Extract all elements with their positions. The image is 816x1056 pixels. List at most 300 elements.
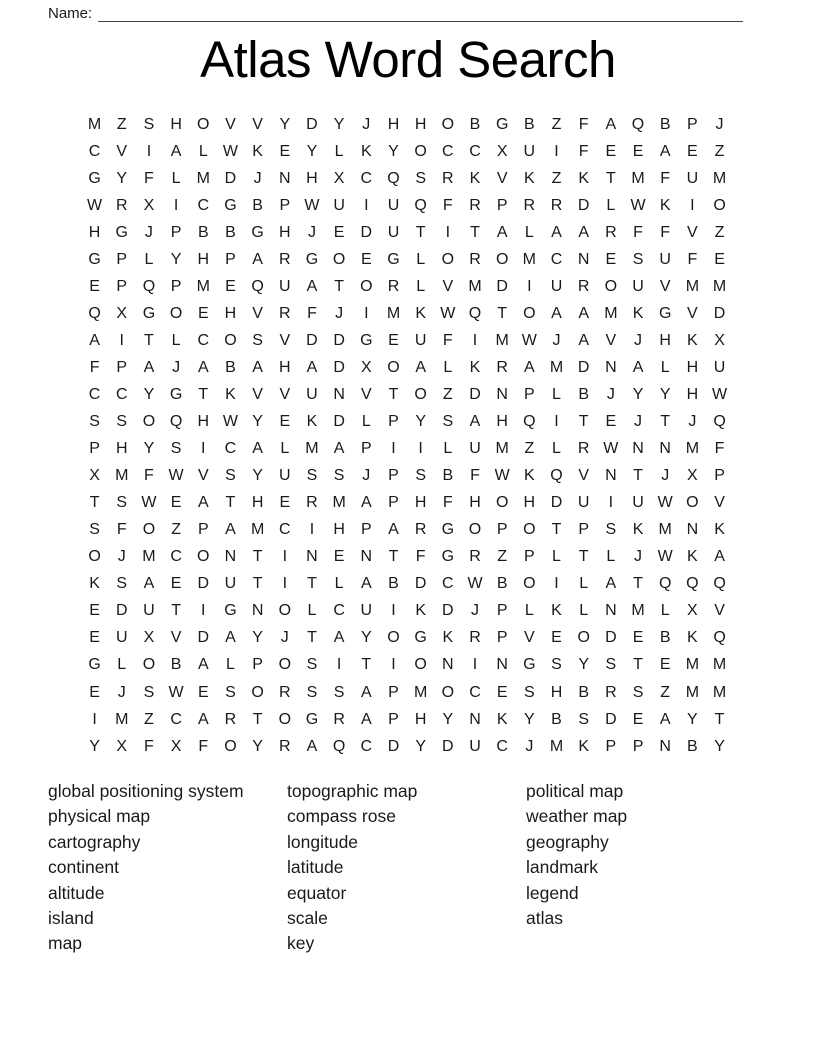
grid-letter: J xyxy=(715,115,724,133)
grid-letter: G xyxy=(414,629,427,647)
grid-letter: L xyxy=(660,358,670,376)
grid-letter: Q xyxy=(169,413,183,431)
grid-letter: V xyxy=(578,467,590,485)
grid-letter: R xyxy=(279,304,291,322)
grid-letter: E xyxy=(687,142,698,160)
grid-letter: Q xyxy=(686,575,699,593)
grid-letter: D xyxy=(360,223,373,241)
grid-letter: J xyxy=(172,358,181,376)
grid-letter: T xyxy=(578,413,589,431)
grid-letter: O xyxy=(686,494,699,512)
grid-letter: E xyxy=(89,602,100,620)
grid-letter: A xyxy=(714,548,725,566)
grid-letter: M xyxy=(115,467,129,485)
grid-letter: W xyxy=(494,467,510,485)
grid-letter: X xyxy=(687,602,698,620)
word-list-item: cartography xyxy=(48,831,141,852)
grid-letter: U xyxy=(333,196,345,214)
grid-letter: S xyxy=(89,413,100,431)
grid-letter: K xyxy=(551,602,562,620)
grid-letter: J xyxy=(117,548,126,566)
grid-letter: I xyxy=(554,413,559,431)
grid-letter: A xyxy=(360,683,372,701)
grid-letter: E xyxy=(197,683,209,701)
word-search-grid xyxy=(81,111,733,760)
grid-letter: L xyxy=(416,277,426,295)
grid-letter: L xyxy=(606,548,616,566)
grid-letter: V xyxy=(714,602,725,620)
grid-letter: T xyxy=(415,223,426,241)
grid-letter: W xyxy=(521,331,537,349)
grid-letter: P xyxy=(116,250,128,268)
grid-letter: R xyxy=(577,277,590,295)
grid-letter: G xyxy=(115,223,128,241)
grid-letter: A xyxy=(225,521,236,539)
grid-letter: K xyxy=(415,304,426,322)
grid-letter: Q xyxy=(142,277,156,295)
grid-letter: L xyxy=(198,142,208,160)
grid-letter: H xyxy=(170,115,182,133)
grid-letter: O xyxy=(88,548,101,566)
grid-letter: O xyxy=(142,521,156,539)
grid-letter: O xyxy=(414,142,427,160)
grid-letter: W xyxy=(657,548,673,566)
grid-letter: E xyxy=(632,629,644,647)
grid-letter: Z xyxy=(714,223,725,241)
grid-letter: Z xyxy=(714,142,725,160)
grid-letter: O xyxy=(441,683,455,701)
grid-letter: H xyxy=(224,304,237,322)
grid-letter: E xyxy=(333,548,345,566)
grid-letter: G xyxy=(88,250,101,268)
grid-letter: E xyxy=(605,413,617,431)
grid-letter: U xyxy=(469,737,481,755)
grid-letter: L xyxy=(416,250,426,268)
grid-letter: I xyxy=(690,196,695,214)
grid-letter: W xyxy=(657,494,673,512)
grid-letter: U xyxy=(360,602,373,620)
grid-letter: T xyxy=(144,331,154,349)
grid-letter: E xyxy=(632,142,644,160)
grid-letter: D xyxy=(713,304,726,322)
grid-letter: I xyxy=(173,196,179,214)
grid-letter: X xyxy=(360,358,372,376)
word-list-item: latitude xyxy=(287,857,344,878)
grid-letter: J xyxy=(307,223,316,241)
grid-letter: K xyxy=(306,413,318,431)
grid-letter: J xyxy=(688,413,697,431)
grid-letter: L xyxy=(171,331,181,349)
grid-letter: A xyxy=(605,115,617,133)
grid-letter: C xyxy=(279,521,291,539)
grid-letter: H xyxy=(496,413,508,431)
grid-letter: T xyxy=(660,413,671,431)
grid-letter: C xyxy=(469,142,481,160)
grid-letter: L xyxy=(552,548,561,566)
grid-letter: D xyxy=(442,737,454,755)
grid-letter: F xyxy=(660,223,671,241)
grid-letter: J xyxy=(335,304,344,322)
grid-letter: O xyxy=(495,250,509,268)
grid-letter: O xyxy=(713,196,726,214)
word-list-item: map xyxy=(48,933,83,954)
grid-letter: H xyxy=(306,169,318,187)
grid-letter: E xyxy=(89,277,100,295)
grid-letter: R xyxy=(115,196,128,214)
grid-letter: M xyxy=(305,440,319,458)
grid-letter: T xyxy=(633,656,643,674)
grid-letter: N xyxy=(605,467,617,485)
grid-letter: C xyxy=(88,142,101,160)
grid-letter: J xyxy=(634,413,643,431)
grid-letter: V xyxy=(116,142,128,160)
grid-letter: W xyxy=(222,142,238,160)
grid-letter: P xyxy=(496,602,508,620)
grid-letter: M xyxy=(604,304,618,322)
grid-letter: E xyxy=(605,250,617,268)
grid-letter: D xyxy=(306,115,318,133)
grid-letter: Q xyxy=(523,413,536,431)
grid-letter: A xyxy=(469,413,481,431)
grid-letter: A xyxy=(578,223,590,241)
grid-letter: P xyxy=(89,440,100,458)
grid-letter: S xyxy=(632,683,644,701)
grid-letter: T xyxy=(633,575,643,593)
grid-letter: M xyxy=(250,521,265,539)
grid-letter: W xyxy=(141,494,157,512)
grid-letter: U xyxy=(659,250,671,268)
grid-letter: M xyxy=(549,358,564,376)
grid-letter: V xyxy=(714,494,725,512)
grid-letter: V xyxy=(360,385,372,403)
grid-letter: E xyxy=(360,250,372,268)
grid-letter: C xyxy=(496,737,508,755)
grid-letter: E xyxy=(496,683,508,701)
grid-letter: A xyxy=(89,331,100,349)
word-list-column xyxy=(48,779,244,957)
grid-letter: L xyxy=(660,602,670,620)
grid-letter: K xyxy=(89,575,100,593)
grid-letter: G xyxy=(224,196,237,214)
grid-letter: E xyxy=(170,494,182,512)
grid-letter: O xyxy=(278,710,292,728)
grid-letter: N xyxy=(224,548,237,566)
grid-letter: A xyxy=(197,710,209,728)
grid-letter: D xyxy=(577,358,590,376)
grid-letter: A xyxy=(252,358,263,376)
grid-letter: J xyxy=(362,115,371,133)
grid-letter: M xyxy=(712,277,727,295)
grid-letter: E xyxy=(551,629,562,647)
grid-letter: E xyxy=(279,494,291,512)
grid-letter: P xyxy=(388,467,399,485)
grid-letter: T xyxy=(551,521,562,539)
grid-letter: I xyxy=(391,656,396,674)
grid-letter: O xyxy=(224,737,237,755)
grid-letter: E xyxy=(89,683,100,701)
grid-letter: V xyxy=(279,385,291,403)
grid-letter: Y xyxy=(714,737,725,755)
grid-letter: U xyxy=(713,358,726,376)
grid-letter: W xyxy=(87,196,103,214)
grid-letter: S xyxy=(143,683,155,701)
grid-letter: S xyxy=(306,656,318,674)
grid-letter: F xyxy=(442,196,453,214)
grid-letter: Q xyxy=(468,304,482,322)
name-row xyxy=(48,2,743,22)
grid-letter: A xyxy=(197,358,209,376)
grid-letter: B xyxy=(197,223,209,241)
grid-letter: C xyxy=(170,710,182,728)
grid-letter: U xyxy=(279,277,291,295)
grid-letter: P xyxy=(116,277,128,295)
grid-letter: N xyxy=(496,656,508,674)
grid-letter: W xyxy=(304,196,320,214)
grid-letter: P xyxy=(360,521,372,539)
grid-letter: R xyxy=(605,223,617,241)
grid-letter: L xyxy=(443,440,453,458)
grid-letter: V xyxy=(687,223,698,241)
grid-letter: N xyxy=(632,440,644,458)
grid-letter: H xyxy=(414,115,427,133)
grid-letter: B xyxy=(496,575,508,593)
grid-letter: P xyxy=(524,385,535,403)
grid-letter: G xyxy=(495,115,509,133)
grid-letter: U xyxy=(632,277,644,295)
grid-letter: S xyxy=(415,467,426,485)
grid-letter: O xyxy=(414,385,427,403)
grid-letter: M xyxy=(712,169,727,187)
grid-letter: L xyxy=(606,196,616,214)
grid-letter: F xyxy=(198,737,209,755)
grid-letter: M xyxy=(142,548,156,566)
grid-letter: C xyxy=(469,683,481,701)
grid-letter: G xyxy=(305,250,319,268)
grid-letter: V xyxy=(279,331,291,349)
grid-letter: I xyxy=(554,142,559,160)
grid-letter: Q xyxy=(88,304,101,322)
grid-letter: L xyxy=(280,440,290,458)
grid-letter: A xyxy=(578,331,590,349)
grid-letter: P xyxy=(388,413,399,431)
grid-letter: C xyxy=(197,331,210,349)
grid-letter: C xyxy=(224,440,237,458)
grid-letter: L xyxy=(334,575,344,593)
grid-letter: S xyxy=(116,575,128,593)
grid-letter: N xyxy=(496,385,508,403)
grid-letter: B xyxy=(659,115,671,133)
grid-letter: F xyxy=(89,358,100,376)
grid-letter: J xyxy=(253,169,262,187)
grid-letter: Q xyxy=(713,575,726,593)
grid-letter: Z xyxy=(660,683,671,701)
grid-letter: T xyxy=(307,575,317,593)
grid-letter: X xyxy=(170,737,182,755)
grid-letter: G xyxy=(88,656,101,674)
grid-letter: C xyxy=(442,575,454,593)
grid-letter: R xyxy=(496,358,508,376)
grid-letter: G xyxy=(224,602,237,620)
grid-letter: S xyxy=(143,115,155,133)
grid-letter: U xyxy=(686,169,699,187)
grid-letter: R xyxy=(224,710,237,728)
grid-letter: P xyxy=(687,115,698,133)
word-list-item: island xyxy=(48,908,94,929)
grid-letter: R xyxy=(469,629,481,647)
grid-letter: S xyxy=(306,683,318,701)
grid-letter: P xyxy=(632,737,644,755)
grid-letter: S xyxy=(605,521,617,539)
grid-letter: A xyxy=(360,575,372,593)
grid-letter: A xyxy=(306,277,318,295)
grid-letter: D xyxy=(197,629,210,647)
grid-letter: F xyxy=(307,304,317,322)
grid-letter: F xyxy=(442,494,453,512)
grid-letter: K xyxy=(469,358,481,376)
grid-letter: I xyxy=(282,548,288,566)
grid-letter: D xyxy=(605,629,617,647)
grid-letter: U xyxy=(414,331,427,349)
grid-letter: P xyxy=(496,521,508,539)
grid-letter: W xyxy=(603,440,619,458)
grid-letter: V xyxy=(252,385,263,403)
word-list-item: global positioning system xyxy=(48,781,244,801)
grid-letter: S xyxy=(225,467,236,485)
grid-letter: O xyxy=(387,629,400,647)
grid-letter: S xyxy=(116,413,128,431)
grid-letter: P xyxy=(714,467,725,485)
grid-letter: S xyxy=(252,331,263,349)
grid-letter: V xyxy=(605,331,617,349)
grid-letter: Y xyxy=(143,440,155,458)
grid-letter: I xyxy=(445,223,451,241)
grid-letter: W xyxy=(630,196,646,214)
grid-letter: X xyxy=(143,629,155,647)
grid-letter: H xyxy=(251,494,264,512)
grid-letter: D xyxy=(550,494,563,512)
grid-letter: C xyxy=(88,385,101,403)
grid-letter: Y xyxy=(415,737,426,755)
grid-letter: A xyxy=(496,223,508,241)
grid-letter: M xyxy=(495,440,509,458)
grid-letter: A xyxy=(306,358,318,376)
grid-letter: B xyxy=(225,223,236,241)
grid-letter: M xyxy=(468,277,482,295)
grid-letter: U xyxy=(115,629,128,647)
grid-letter: E xyxy=(279,142,291,160)
word-list-column xyxy=(287,779,417,957)
grid-letter: E xyxy=(605,142,617,160)
grid-letter: D xyxy=(333,413,345,431)
grid-letter: Q xyxy=(658,575,672,593)
grid-letter: M xyxy=(685,440,700,458)
grid-letter: S xyxy=(116,494,128,512)
grid-letter: U xyxy=(523,142,536,160)
grid-letter: O xyxy=(468,521,482,539)
grid-letter: T xyxy=(307,629,317,647)
grid-letter: H xyxy=(414,494,427,512)
grid-letter: L xyxy=(171,169,181,187)
grid-letter: A xyxy=(197,494,209,512)
grid-letter: I xyxy=(364,196,369,214)
grid-letter: O xyxy=(523,575,536,593)
grid-letter: O xyxy=(441,115,455,133)
grid-letter: M xyxy=(685,277,700,295)
grid-letter: Q xyxy=(251,277,264,295)
grid-letter: Q xyxy=(631,115,645,133)
word-list-item: atlas xyxy=(526,908,563,929)
grid-letter: J xyxy=(117,683,126,701)
grid-letter: Q xyxy=(414,196,427,214)
grid-letter: A xyxy=(306,737,318,755)
grid-letter: Q xyxy=(550,467,563,485)
grid-letter: U xyxy=(550,277,563,295)
grid-letter: G xyxy=(387,250,400,268)
grid-letter: F xyxy=(633,223,643,241)
word-list-item: scale xyxy=(287,908,328,929)
grid-letter: G xyxy=(441,548,455,566)
grid-letter: O xyxy=(332,250,346,268)
grid-letter: M xyxy=(495,331,509,349)
grid-letter: E xyxy=(659,656,671,674)
grid-letter: J xyxy=(634,548,643,566)
grid-letter: M xyxy=(115,710,129,728)
grid-letter: Q xyxy=(332,737,346,755)
grid-letter: T xyxy=(252,575,263,593)
word-list-column xyxy=(526,779,627,931)
grid-letter: H xyxy=(659,331,671,349)
grid-letter: A xyxy=(170,142,182,160)
grid-letter: I xyxy=(391,440,396,458)
grid-letter: Z xyxy=(497,548,508,566)
grid-letter: L xyxy=(579,602,589,620)
grid-letter: T xyxy=(171,602,181,620)
grid-letter: J xyxy=(634,331,643,349)
word-list-item: continent xyxy=(48,857,120,878)
grid-letter: P xyxy=(578,521,590,539)
grid-letter: K xyxy=(469,169,481,187)
grid-letter: F xyxy=(687,250,698,268)
word-list-item: geography xyxy=(526,831,609,852)
grid-letter: N xyxy=(605,602,617,620)
grid-letter: H xyxy=(88,223,101,241)
grid-letter: O xyxy=(577,629,590,647)
grid-letter: I xyxy=(146,142,152,160)
grid-letter: O xyxy=(197,548,210,566)
grid-letter: P xyxy=(388,683,399,701)
grid-letter: Y xyxy=(170,250,182,268)
grid-letter: X xyxy=(714,331,725,349)
word-list-item: longitude xyxy=(287,831,359,852)
grid-letter: K xyxy=(687,629,698,647)
grid-letter: R xyxy=(279,683,291,701)
grid-letter: C xyxy=(442,142,454,160)
grid-letter: O xyxy=(278,656,292,674)
grid-letter: V xyxy=(225,115,236,133)
grid-letter: O xyxy=(523,304,536,322)
grid-letter: Q xyxy=(713,629,726,647)
grid-letter: H xyxy=(550,683,563,701)
grid-letter: E xyxy=(714,250,725,268)
grid-letter: J xyxy=(606,385,615,403)
grid-letter: T xyxy=(497,304,508,322)
grid-letter: M xyxy=(685,683,700,701)
grid-letter: I xyxy=(309,521,315,539)
grid-letter: Z xyxy=(144,710,154,728)
grid-letter: J xyxy=(280,629,289,647)
grid-letter: E xyxy=(333,223,345,241)
grid-letter: V xyxy=(252,115,263,133)
